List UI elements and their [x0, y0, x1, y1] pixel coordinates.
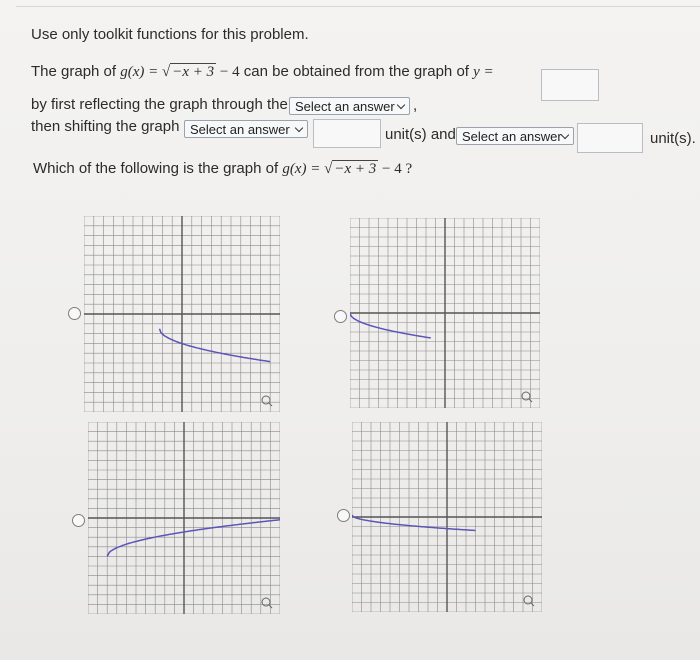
- chevron-down-icon: [397, 101, 405, 109]
- option-a-graph: [84, 216, 280, 412]
- shift-direction-select-1[interactable]: [184, 120, 308, 138]
- zoom-icon[interactable]: [262, 598, 270, 606]
- shift-select-2-label: Select an answer: [462, 129, 562, 144]
- q1-prefix: The graph of: [31, 63, 117, 80]
- function-curve: [350, 313, 431, 338]
- option-a-radio[interactable]: [68, 307, 81, 320]
- option-c-graph: [88, 422, 280, 614]
- y-equals: y =: [473, 64, 494, 80]
- comma: ,: [413, 97, 418, 114]
- func-tail: − 4: [216, 64, 240, 80]
- option-c-radio[interactable]: [72, 514, 85, 527]
- option-b-radio[interactable]: [334, 310, 347, 323]
- toolkit-function-input[interactable]: [541, 69, 599, 101]
- units-end-text: unit(s).: [650, 130, 696, 147]
- question-line-3: then shifting the graph: [31, 118, 180, 135]
- question-line-2: by first reflecting the graph through the: [31, 96, 288, 113]
- shift-select-1-label: Select an answer: [190, 122, 290, 137]
- question-2-text: [33, 160, 412, 178]
- q1-middle: can be obtained from the graph of: [243, 63, 469, 80]
- func-radicand: −x + 3: [172, 64, 215, 80]
- q2-func-radicand: −x + 3: [334, 161, 377, 177]
- shift-amount-input-2[interactable]: [577, 123, 643, 153]
- option-d-graph: [352, 422, 542, 612]
- func-lhs: g(x) =: [120, 64, 163, 80]
- q2-func-tail: − 4 ?: [378, 161, 413, 177]
- question-line-1: [31, 63, 494, 81]
- chevron-down-icon: [295, 124, 303, 132]
- zoom-icon[interactable]: [262, 396, 270, 404]
- reflection-select-label: Select an answer: [295, 99, 395, 114]
- chevron-down-icon: [561, 131, 569, 139]
- divider: [16, 6, 700, 7]
- function-expression: g(x) = √ −x + 3 − 4: [120, 64, 240, 80]
- q2-function-expression: g(x) = √ −x + 3 − 4 ?: [282, 161, 413, 177]
- q2-prefix: Which of the following is the graph of: [33, 160, 279, 177]
- q2-func-lhs: g(x) =: [282, 161, 325, 177]
- instruction-text: Use only toolkit functions for this problem.: [31, 26, 309, 43]
- shift-direction-select-2[interactable]: [456, 127, 574, 145]
- option-d-radio[interactable]: [337, 509, 350, 522]
- shift-amount-input-1[interactable]: [313, 119, 381, 148]
- reflection-axis-select[interactable]: [289, 97, 410, 115]
- units-and-text: unit(s) and: [385, 126, 456, 143]
- option-b-graph: [350, 218, 540, 408]
